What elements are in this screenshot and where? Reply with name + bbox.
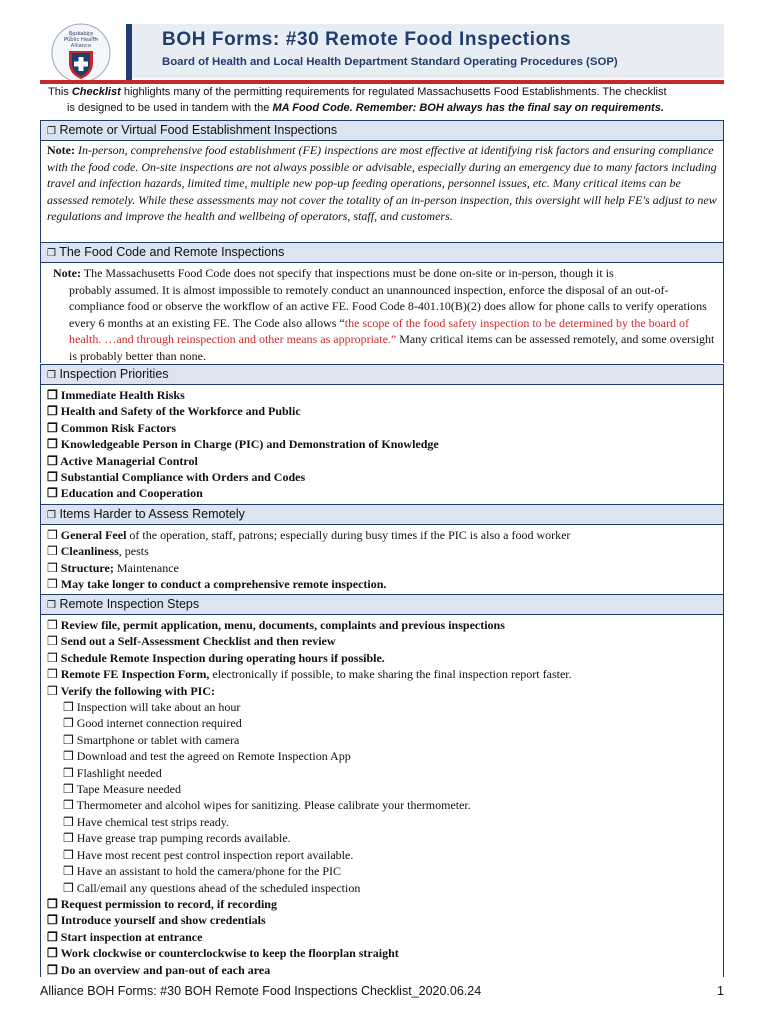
page-number: 1	[717, 984, 724, 998]
list-item[interactable]: ❒ Introduce yourself and show credentials	[47, 913, 266, 928]
logo-text-2: Public Health	[63, 37, 99, 43]
checkbox-icon: ❒	[47, 946, 58, 961]
checkbox-icon: ❒	[47, 388, 58, 402]
checkbox-icon: ❒	[47, 404, 58, 419]
list-item[interactable]: ❒ Substantial Compliance with Orders and Codes	[47, 470, 306, 485]
section-heading: ❒ Items Harder to Assess Remotely	[40, 504, 724, 525]
checkbox-icon: ❒	[47, 453, 58, 468]
section-inspection-priorities	[40, 364, 724, 505]
checkbox-icon: ❒	[47, 560, 58, 575]
sub-list-item[interactable]: ❒ Tape Measure needed	[63, 782, 181, 797]
checkbox-icon[interactable]: ❒	[47, 510, 56, 521]
checkbox-icon: ❒	[63, 732, 74, 747]
list-item[interactable]: ❒ Structure; Maintenance	[47, 560, 179, 575]
checkbox-icon[interactable]: ❒	[47, 126, 56, 137]
list-item[interactable]: ❒ Health and Safety of the Workforce and Public	[47, 404, 301, 419]
checkbox-icon: ❒	[63, 749, 74, 764]
checkbox-icon: ❒	[47, 896, 58, 911]
list-item[interactable]: ❒ Remote FE Inspection Form, electronically if possible, to make sharing the final inspection report faster.	[47, 667, 572, 682]
checkbox-icon: ❒	[63, 798, 74, 813]
intro-line-1: This Checklist highlights many of the permitting requirements for regulated Massachusetts Food Establishments. The checklist	[48, 86, 667, 98]
checkbox-icon: ❒	[47, 618, 58, 632]
list-item[interactable]: ❒ Review file, permit application, menu, documents, complaints and previous inspections	[47, 618, 505, 632]
sub-list-item[interactable]: ❒ Thermometer and alcohol wipes for sanitizing. Please calibrate your thermometer.	[63, 798, 471, 813]
section-heading: ❒ Inspection Priorities	[40, 364, 724, 385]
section-heading: ❒ The Food Code and Remote Inspections	[40, 242, 724, 263]
checkbox-icon[interactable]: ❒	[47, 370, 56, 381]
checkbox-icon: ❒	[47, 962, 58, 977]
checkbox-icon: ❒	[63, 700, 74, 715]
list-item[interactable]: ❒ Knowledgeable Person in Charge (PIC) and Demonstration of Knowledge	[47, 437, 439, 452]
section-harder-remote	[40, 504, 724, 599]
checkbox-icon: ❒	[47, 470, 58, 485]
checkbox-icon: ❒	[47, 634, 58, 649]
checkbox-icon: ❒	[47, 683, 58, 698]
sub-list-item[interactable]: ❒ Have an assistant to hold the camera/phone for the PIC	[63, 864, 342, 879]
list-item[interactable]: ❒ Common Risk Factors	[47, 420, 177, 435]
checkbox-icon: ❒	[63, 782, 74, 797]
list-item[interactable]: ❒ Active Managerial Control	[47, 453, 198, 468]
checkbox-icon: ❒	[47, 528, 58, 542]
list-item[interactable]: ❒ General Feel of the operation, staff, patrons; especially during busy times if the PIC is also a food worker	[47, 528, 571, 542]
list-item[interactable]: ❒ May take longer to conduct a comprehensive remote inspection.	[47, 577, 387, 592]
checkbox-icon: ❒	[63, 716, 74, 731]
sub-list-item[interactable]: ❒ Smartphone or tablet with camera	[63, 732, 240, 747]
logo-text-1: Berkshire	[68, 31, 94, 37]
section-remote-virtual	[40, 120, 724, 242]
list-item[interactable]: ❒ Work clockwise or counterclockwise to keep the floorplan straight	[47, 946, 399, 961]
section-heading: ❒ Remote or Virtual Food Establishment Inspections	[40, 120, 724, 141]
section-note: Note: The Massachusetts Food Code does not specify that inspections must be done on-site or in-person, though it is probably assumed. It is almost impossible to remotely conduct an unannounced inspection, enforce the disposal of an out-of-compliance food or observe the workflow of an active FE. Food Code 8-401.10(B)(2) does allow for phone calls to verify operations every 6 months at an existing FE. The Code also allows “the scope of the food safety inspection to be determined by the board of health. …and through reinspection and other means as appropriate.” Many critical items can be assessed remotely, and some oversight is probably better than none.	[53, 266, 715, 363]
list-item[interactable]: ❒ Cleanliness, pests	[47, 544, 149, 559]
checkbox-icon: ❒	[47, 929, 58, 944]
quoted-code-text: the scope of the food safety inspection to be determined by the board of health. …and through reinspection and other means as appropriate.”	[69, 315, 689, 346]
sub-list-item[interactable]: ❒ Call/email any questions ahead of the scheduled inspection	[63, 880, 361, 895]
sub-list-item[interactable]: ❒ Have grease trap pumping records available.	[63, 831, 291, 846]
sub-list-item[interactable]: ❒ Have most recent pest control inspection report available.	[63, 847, 354, 862]
intro-line-2: is designed to be used in tandem with the MA Food Code. Remember: BOH always has the final say on requirements.	[67, 102, 664, 114]
list-item[interactable]: ❒ Schedule Remote Inspection during operating hours if possible.	[47, 650, 385, 665]
page-subtitle: Board of Health and Local Health Department Standard Operating Procedures (SOP)	[162, 56, 618, 68]
list-item[interactable]: ❒ Send out a Self-Assessment Checklist and then review	[47, 634, 336, 649]
sub-list-item[interactable]: ❒ Good internet connection required	[63, 716, 242, 731]
checkbox-icon: ❒	[63, 831, 74, 846]
sub-list-item[interactable]: ❒ Inspection will take about an hour	[63, 700, 241, 715]
checkbox-icon: ❒	[47, 437, 58, 452]
checkbox-icon: ❒	[63, 880, 74, 895]
footer-text: Alliance BOH Forms: #30 BOH Remote Food Inspections Checklist_2020.06.24	[40, 984, 482, 998]
section-remote-steps	[40, 594, 724, 977]
list-item[interactable]: ❒ Immediate Health Risks	[47, 388, 185, 402]
section-note: Note: In-person, comprehensive food establishment (FE) inspections are most effective at identifying risk factors and ensuring compliance with the food code. On-site inspections are not always possible or advisable, especially during an emergency due to many factors including travel and infection hazards, limited time, multiple new pop-up feeding operations, personnel issues, etc. Many critical items can be assessed remotely. While these assessments may not cover the totality of an in-person inspection, this oversight will help FE's adjust to new regulations and improve the health and wellbeing of operators, staff, and customers.	[47, 143, 717, 223]
checkbox-icon: ❒	[63, 765, 74, 780]
page-footer	[40, 984, 724, 998]
checkbox-icon: ❒	[47, 650, 58, 665]
checkbox-icon: ❒	[63, 864, 74, 879]
checkbox-icon: ❒	[47, 544, 58, 559]
section-food-code	[40, 242, 724, 363]
list-item[interactable]: ❒ Do an overview and pan-out of each area	[47, 962, 271, 977]
checkbox-icon: ❒	[47, 486, 58, 501]
checkbox-icon: ❒	[47, 577, 58, 592]
checkbox-icon: ❒	[47, 667, 58, 682]
checkbox-icon[interactable]: ❒	[47, 248, 56, 259]
list-item[interactable]: ❒ Start inspection at entrance	[47, 929, 203, 944]
checkbox-icon[interactable]: ❒	[47, 600, 56, 611]
checkbox-icon: ❒	[47, 420, 58, 435]
page-title: BOH Forms: #30 Remote Food Inspections	[162, 29, 572, 50]
list-item[interactable]: ❒ Education and Cooperation	[47, 486, 203, 501]
logo-text-3: Alliance	[70, 43, 92, 49]
list-item[interactable]: ❒ Verify the following with PIC:	[47, 683, 215, 698]
checkbox-icon: ❒	[63, 847, 74, 862]
sub-list-item[interactable]: ❒ Flashlight needed	[63, 765, 162, 780]
checkbox-icon: ❒	[63, 814, 74, 829]
section-heading: ❒ Remote Inspection Steps	[40, 594, 724, 615]
sub-list-item[interactable]: ❒ Download and test the agreed on Remote Inspection App	[63, 749, 351, 764]
alliance-logo	[50, 22, 112, 84]
sub-list-item[interactable]: ❒ Have chemical test strips ready.	[63, 814, 229, 829]
list-item[interactable]: ❒ Request permission to record, if recording	[47, 896, 277, 911]
checkbox-icon: ❒	[47, 913, 58, 928]
